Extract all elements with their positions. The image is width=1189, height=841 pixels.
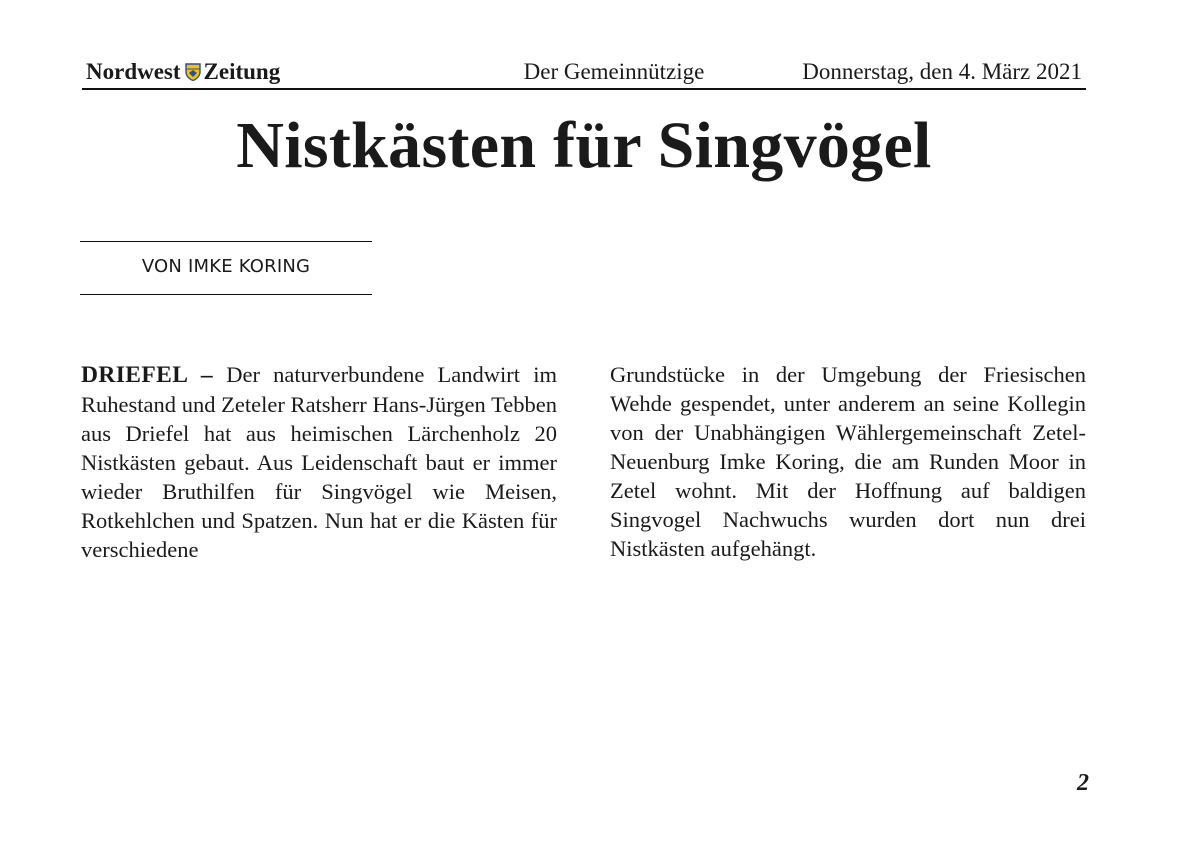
page-number: 2	[1077, 770, 1089, 796]
brand-name-left: Nordwest	[86, 59, 181, 84]
article-byline: VON IMKE KORING	[80, 241, 372, 295]
issue-date: Donnerstag, den 4. März 2021	[802, 59, 1082, 84]
article-dateline: DRIEFEL –	[81, 362, 213, 388]
article-headline: Nistkästen für Singvögel	[236, 109, 932, 182]
brand-name-right: Zeitung	[203, 59, 281, 84]
column-left-text: Der naturverbundene Landwirt im Ruhestand und Zeteler Ratsherr Hans-Jürgen Tebben aus Driefel hat aus heimischen Lärchenholz 20 Nistkästen gebaut. Aus Leidenschaft baut er immer wieder Bruthilfen für Singvögel wie Meisen, Rotkehlchen und Spatzen. Nun hat er die Kästen für verschiedene	[81, 362, 557, 562]
article-column-left	[81, 360, 557, 564]
section-title: Der Gemeinnützige	[523, 59, 705, 84]
column-right-text: Grundstücke in der Umgebung der Friesischen Wehde gespendet, unter anderem an seine Kollegin von der Unabhängigen Wählergemeinschaft Zetel-Neuenburg Imke Koring, die am Runden Moor in Zetel wohnt. Mit der Hoffnung auf baldigen Singvogel Nachwuchs wurden dort nun drei Nistkästen aufgehängt.	[610, 362, 1086, 561]
masthead	[82, 58, 1086, 90]
article-column-right	[610, 360, 1086, 563]
